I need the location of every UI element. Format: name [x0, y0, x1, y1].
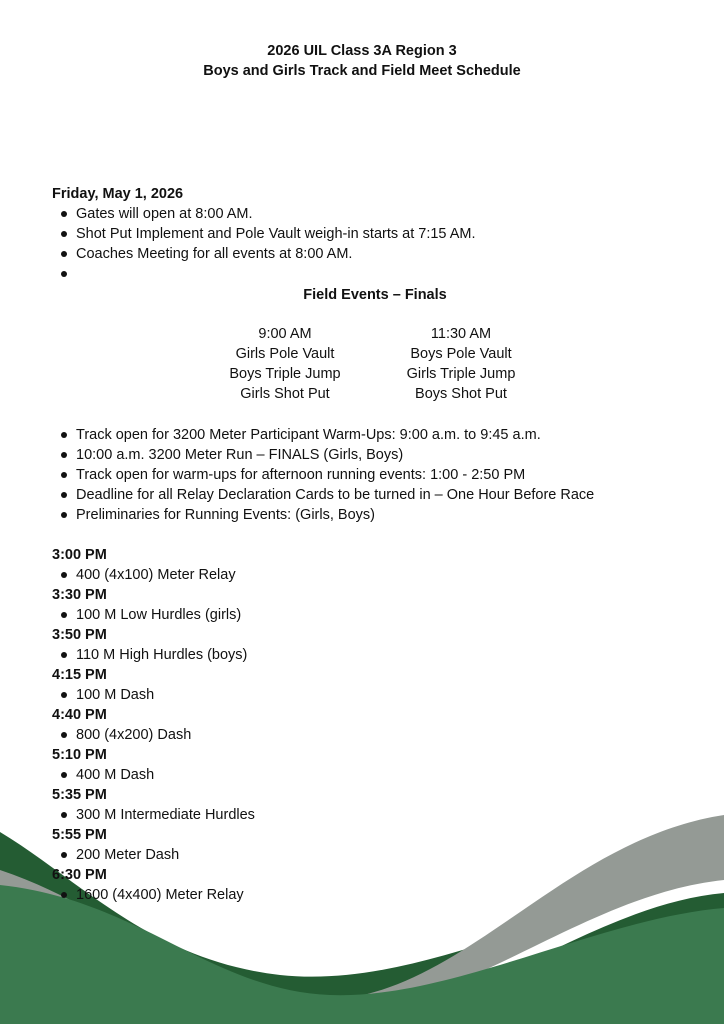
list-item — [52, 264, 476, 284]
field-event: Boys Shot Put — [415, 386, 507, 402]
schedule-event: 200 Meter Dash — [52, 845, 255, 865]
field-event: Boys Triple Jump — [229, 366, 341, 382]
field-event: Girls Pole Vault — [235, 346, 335, 362]
schedule-time: 5:10 PM — [52, 747, 107, 763]
schedule-time: 6:30 PM — [52, 867, 107, 883]
field-time: 9:00 AM — [258, 326, 312, 342]
track-list — [52, 425, 594, 525]
day-heading: Friday, May 1, 2026 — [52, 186, 184, 202]
schedule-event: 400 (4x100) Meter Relay — [52, 565, 255, 585]
field-event: Girls Triple Jump — [406, 366, 516, 382]
schedule-time: 3:50 PM — [52, 627, 107, 643]
schedule-event: 100 M Dash — [52, 685, 255, 705]
field-event: Girls Shot Put — [240, 386, 330, 402]
list-item: Coaches Meeting for all events at 8:00 AM. — [52, 244, 476, 264]
schedule-time: 5:55 PM — [52, 827, 107, 843]
schedule-time: 5:35 PM — [52, 787, 107, 803]
schedule-event: 400 M Dash — [52, 765, 255, 785]
running-schedule — [52, 545, 255, 905]
list-item: Gates will open at 8:00 AM. — [52, 204, 476, 224]
schedule-event: 1600 (4x400) Meter Relay — [52, 885, 255, 905]
schedule-event: 100 M Low Hurdles (girls) — [52, 605, 255, 625]
field-column-late-morning — [366, 324, 556, 404]
schedule-event: 300 M Intermediate Hurdles — [52, 805, 255, 825]
document-title — [0, 41, 724, 81]
title-line-1: 2026 UIL Class 3A Region 3 — [267, 43, 457, 59]
list-item: Track open for warm-ups for afternoon running events: 1:00 - 2:50 PM — [52, 465, 594, 485]
schedule-event: 110 M High Hurdles (boys) — [52, 645, 255, 665]
field-events-heading: Field Events – Finals — [303, 287, 447, 303]
schedule-event: 800 (4x200) Dash — [52, 725, 255, 745]
schedule-time: 3:00 PM — [52, 547, 107, 563]
schedule-time: 4:15 PM — [52, 667, 107, 683]
field-column-morning — [190, 324, 380, 404]
list-item: Preliminaries for Running Events: (Girls, Boys) — [52, 505, 594, 525]
schedule-time: 4:40 PM — [52, 707, 107, 723]
list-item: Track open for 3200 Meter Participant Warm-Ups: 9:00 a.m. to 9:45 a.m. — [52, 425, 594, 445]
list-item: Deadline for all Relay Declaration Cards to be turned in – One Hour Before Race — [52, 485, 594, 505]
list-item: 10:00 a.m. 3200 Meter Run – FINALS (Girls, Boys) — [52, 445, 594, 465]
schedule-time: 3:30 PM — [52, 587, 107, 603]
field-event: Boys Pole Vault — [410, 346, 512, 362]
list-item: Shot Put Implement and Pole Vault weigh-in starts at 7:15 AM. — [52, 224, 476, 244]
field-time: 11:30 AM — [430, 326, 492, 342]
title-line-2: Boys and Girls Track and Field Meet Schedule — [203, 63, 521, 79]
intro-list — [52, 204, 476, 284]
